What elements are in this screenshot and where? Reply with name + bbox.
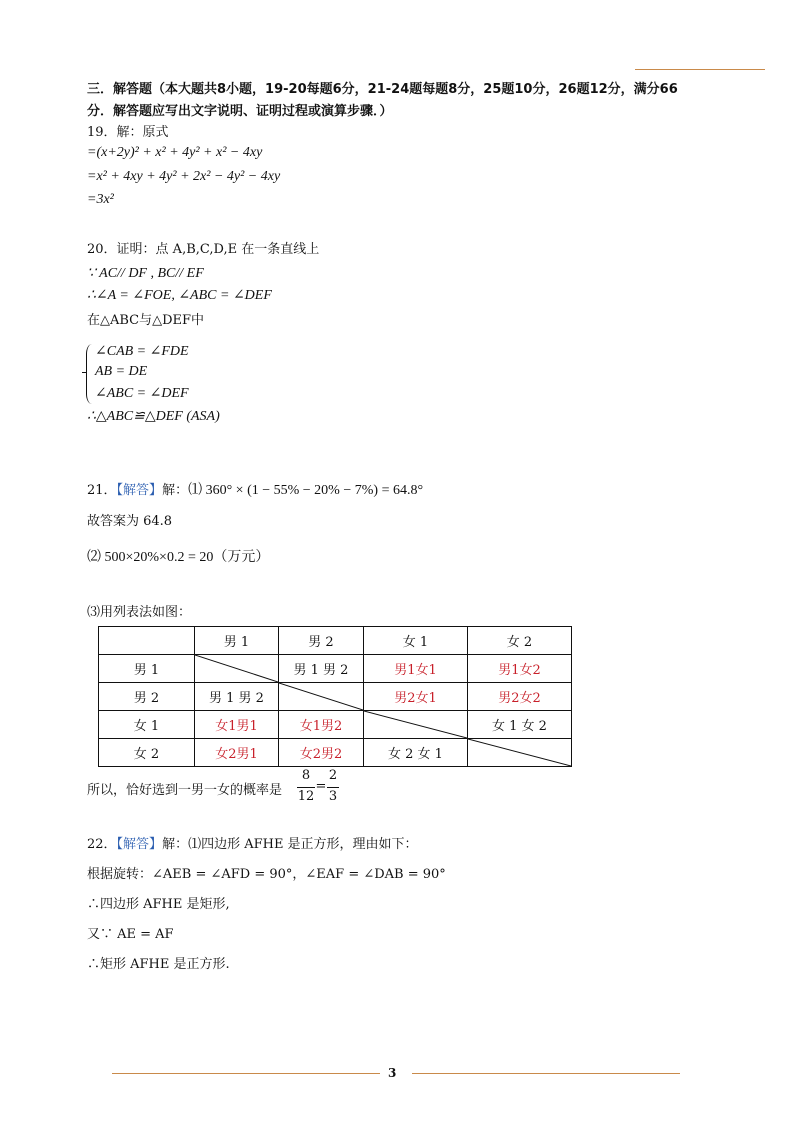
row-header: 女 2: [99, 739, 195, 767]
q21-part1: ⑴ 360° × (1 − 55% − 20% − 7%) = 64.8°: [188, 483, 424, 498]
table-cell: 女1男2: [279, 711, 364, 739]
diagonal-cell: [468, 739, 572, 767]
table-corner: [99, 627, 195, 655]
q22-line4: 又∵ AE = AF: [87, 927, 174, 942]
q20-system-1: ∠CAB = ∠FDE: [95, 344, 189, 359]
table-header: 男 2: [279, 627, 364, 655]
probability-table: [98, 626, 572, 767]
diagonal-cell: [364, 711, 468, 739]
system-brace-tip: [82, 372, 87, 373]
q20-in-triangles: 在△ABC与△DEF中: [87, 313, 205, 328]
table-cell: 男1女1: [364, 655, 468, 683]
q20-system-2: AB = DE: [95, 364, 148, 379]
fraction-numerator: 2: [328, 768, 338, 783]
fraction-denominator: 3: [328, 789, 338, 804]
table-header-row: [99, 627, 572, 655]
equals-sign: =: [315, 779, 327, 794]
section-header-line2: 分．解答题应写出文字说明、证明过程或演算步骤．）: [87, 104, 393, 119]
section-header-line1: 三．解答题（本大题共8小题，19-20每题6分，21-24题每题8分，25题10分，26题12分，满分66: [87, 82, 678, 97]
page-number: 3: [388, 1066, 397, 1080]
q22-line2: 根据旋转：∠AEB = ∠AFD = 90°，∠EAF = ∠DAB = 90°: [87, 867, 446, 882]
table-header: 女 2: [468, 627, 572, 655]
q19-step-3: =3x²: [87, 192, 114, 207]
footer-rule-right: [412, 1073, 680, 1074]
fraction-bar: [327, 787, 339, 788]
q19-step-1: =(x+2y)² + x² + 4y² + x² − 4xy: [87, 145, 263, 160]
q22-claim: 解：⑴四边形 AFHE 是正方形，理由如下：: [162, 837, 418, 852]
q20-conclusion: ∴△ABC≌△DEF (ASA): [87, 409, 220, 424]
q21-number: 21．: [87, 483, 117, 498]
system-brace: [86, 344, 93, 404]
table-cell: 女2男1: [195, 739, 279, 767]
q21-part2: ⑵ 500×20%×0.2 = 20（万元）: [87, 550, 270, 565]
answer-tag: 【解答】: [116, 837, 163, 852]
fraction-bar: [297, 787, 315, 788]
table-header: 女 1: [364, 627, 468, 655]
q21-line1: [87, 479, 423, 499]
answer-tag: 【解答】: [116, 483, 163, 498]
table-cell: 女1男1: [195, 711, 279, 739]
table-cell: 男2女1: [364, 683, 468, 711]
diagonal-cell: [279, 683, 364, 711]
table-cell: 男1女2: [468, 655, 572, 683]
q20-therefore: ∴∠A = ∠FOE, ∠ABC = ∠DEF: [87, 288, 272, 303]
row-header: 女 1: [99, 711, 195, 739]
table-cell: 男2女2: [468, 683, 572, 711]
q21-jie: 解：: [162, 483, 189, 498]
table-cell: 男 1 男 2: [195, 683, 279, 711]
row-header: 男 1: [99, 655, 195, 683]
q21-part1-answer: 故答案为 64.8: [87, 514, 173, 529]
table-row: [99, 739, 572, 767]
header-rule: [635, 69, 765, 70]
probability-text: 所以，恰好选到一男一女的概率是: [87, 783, 283, 798]
q22-number: 22．: [87, 837, 117, 852]
q19-step-2: =x² + 4xy + 4y² + 2x² − 4y² − 4xy: [87, 169, 281, 184]
table-cell: 女 2 女 1: [364, 739, 468, 767]
q21-part3-intro: ⑶用列表法如图：: [87, 605, 192, 620]
fraction-denominator: 12: [297, 789, 315, 804]
table-cell: 女 1 女 2: [468, 711, 572, 739]
q19-intro: 19．解：原式: [87, 125, 169, 140]
q20-given: ∵ AC// DF , BC// EF: [87, 266, 204, 281]
table-header: 男 1: [195, 627, 279, 655]
table-row: [99, 655, 572, 683]
footer-rule-left: [112, 1073, 380, 1074]
diagonal-cell: [195, 655, 279, 683]
table-row: [99, 711, 572, 739]
row-header: 男 2: [99, 683, 195, 711]
q20-system-3: ∠ABC = ∠DEF: [95, 386, 189, 401]
q22-line1: [87, 833, 418, 852]
q20-intro: 20．证明：点 A,B,C,D,E 在一条直线上: [87, 242, 320, 257]
table-row: [99, 683, 572, 711]
table-cell: 男 1 男 2: [279, 655, 364, 683]
q22-line3: ∴四边形 AFHE 是矩形,: [87, 897, 230, 912]
fraction-numerator: 8: [301, 768, 311, 783]
q22-line5: ∴矩形 AFHE 是正方形.: [87, 957, 230, 972]
table-cell: 女2男2: [279, 739, 364, 767]
